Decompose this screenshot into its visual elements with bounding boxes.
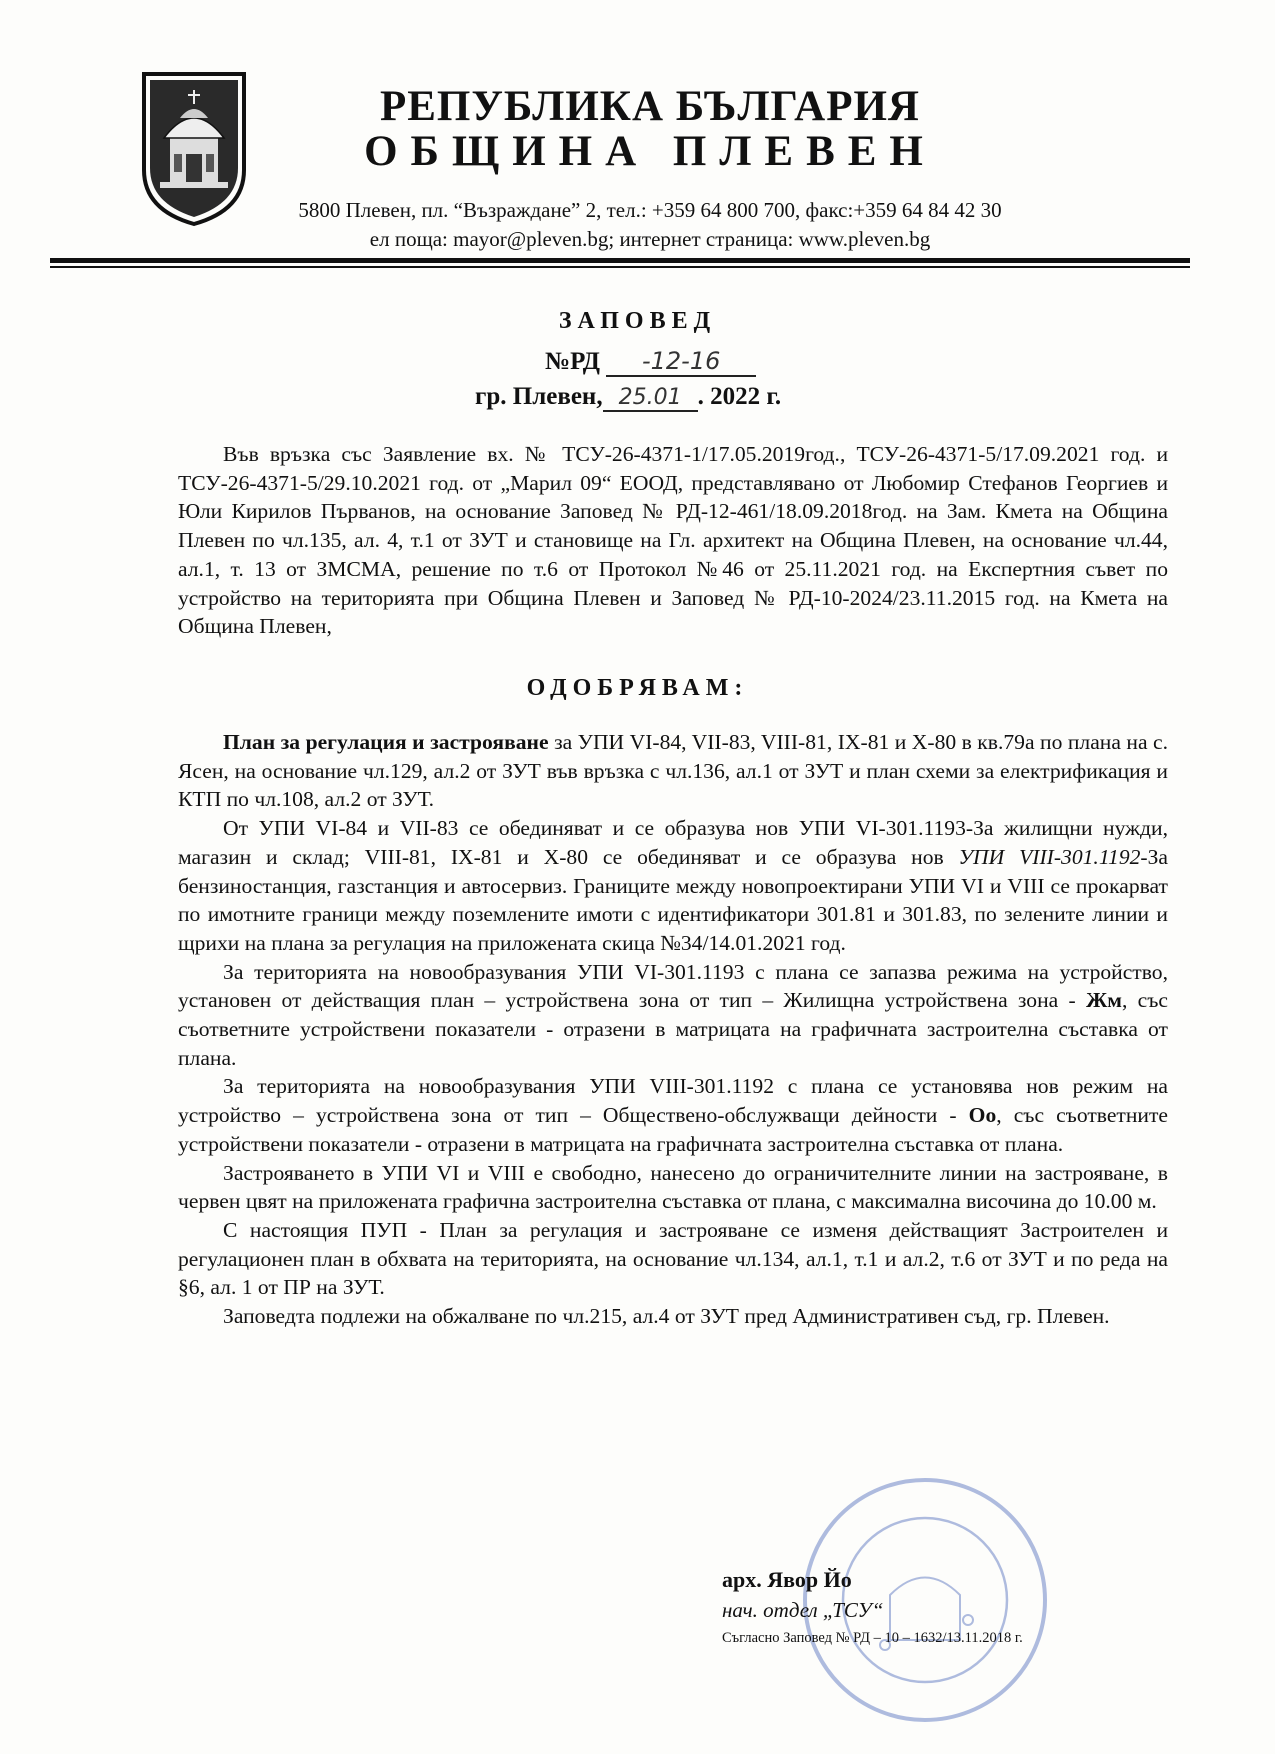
paragraph-appeal: Заповедта подлежи на обжалване по чл.215, ал.4 от ЗУТ пред Административен съд, гр. Плевен. <box>223 1304 1110 1329</box>
order-number-handwritten: -12-16 <box>606 347 756 377</box>
header-divider-thick <box>50 258 1190 263</box>
contact-address: 5800 Плевен, пл. “Възраждане” 2, тел.: +359 64 800 700, факс:+359 64 84 42 30 <box>298 198 1002 222</box>
header-divider-thin <box>50 266 1190 268</box>
signatory-role: нач. отдел „ТСУ“ <box>722 1598 884 1622</box>
pleven-crest-icon <box>140 70 248 228</box>
preamble <box>178 440 1168 641</box>
order-number <box>545 347 756 377</box>
paragraph-amendment: С настоящия ПУП - План за регулация и застрояване се изменя действащият Застроителен и регулационен план в обхвата на територията, на основание чл.134, ал.1, т.1 и ал.2, т.6 от ЗУТ и по реда на §6, ал. 1 от ПР на ЗУТ. <box>178 1217 1168 1300</box>
order-place: гр. Плевен, <box>475 383 603 410</box>
paragraph-plan: План за регулация и застрояване за УПИ VI-84, VII-83, VIII-81, IX-81 и X-80 в кв.79а по плана на с. Ясен, на основание чл.129, ал.2 от ЗУТ във връзка с чл.136, ал.1 от ЗУТ и план схеми за електрификация и КТП по чл.108, ал.2 от ЗУТ. <box>178 730 1168 812</box>
paragraph-zone-public: За територията на новообразувания УПИ VIII-301.1192 с плана се установява нов режим на устройство – устройствена зона от тип – Обществено-обслужващи дейности - Оо, със съответните устройствени показатели - отразени в матрицата на графичната застроителна съставка от плана. <box>178 1074 1169 1156</box>
paragraph-zone-residential: За територията на новообразувания УПИ VI-301.1193 с плана се запазва режима на устройство, установен от действащия план – устройствена зона от тип – Жилищна устройствена зона - Жм, със съответните устройствени показатели - отразени в матрицата на графичната застроителна съставка от плана. <box>178 959 1168 1070</box>
order-number-prefix: №РД <box>545 348 600 375</box>
order-date-handwritten: 25.01 <box>603 385 698 412</box>
approve-heading: ОДОБРЯВАМ: <box>526 675 749 701</box>
org-title-municipality: ОБЩИНА ПЛЕВЕН <box>364 128 936 175</box>
order-place-date <box>475 383 781 412</box>
paragraph-merge: От УПИ VI-84 и VII-83 се обединяват и се образува нов УПИ VI-301.1193-За жилищни нужди, магазин и склад; VIII-81, IX-81 и X-80 се обединяват и се образува нов УПИ VIII-301.1192-За бензиностанция, газстанция и автосервиз. Границите между новопроектирани УПИ VI и VIII се прокарват по имотните граници между поземлените имоти с идентификатори 301.81 и 301.83, по зелените линии и щрихи на плана за регулация на приложената скица №34/14.01.2021 год. <box>178 816 1169 955</box>
order-year: . 2022 г. <box>697 383 782 410</box>
signatory-name: арх. Явор Йо <box>722 1567 852 1592</box>
decision-body <box>178 728 1168 1331</box>
preamble-text: Във връзка със Заявление вх. № ТСУ-26-4371-1/17.05.2019год., ТСУ-26-4371-5/17.09.2021 год. и ТСУ-26-4371-5/29.10.2021 год. от „Марил 09“ ЕООД, представлявано от Любомир Стефанов Георгиев и Юли Кирилов Първанов, на основание Заповед № РД-12-461/18.09.2018год. на Зам. Кмета на Община Плевен по чл.135, ал. 4, т.1 от ЗУТ и становище на Гл. архитект на Община Плевен, на основание чл.44, ал.1, т. 13 от ЗМСМА, решение по т.6 от Протокол №46 от 25.11.2021 год. на Експертния съвет по устройство на територията при Община Плевен и Заповед № РД-10-2024/23.11.2015 год. на Кмета на Община Плевен, <box>178 442 1168 639</box>
org-title-country: РЕПУБЛИКА БЪЛГАРИЯ <box>379 83 920 130</box>
order-title: ЗАПОВЕД <box>558 308 717 334</box>
paragraph-building: Застрояването в УПИ VI и VIII е свободно, нанесено до ограничителните линии на застрояване, в червен цвят на приложената графична застроителна съставка от плана, с максимална височина до 10.00 м. <box>178 1160 1168 1214</box>
signatory-basis: Съгласно Заповед № РД – 10 – 1632/13.11.2018 г. <box>722 1630 1023 1646</box>
contact-web: ел поща: mayor@pleven.bg; интернет страница: www.pleven.bg <box>369 227 931 251</box>
